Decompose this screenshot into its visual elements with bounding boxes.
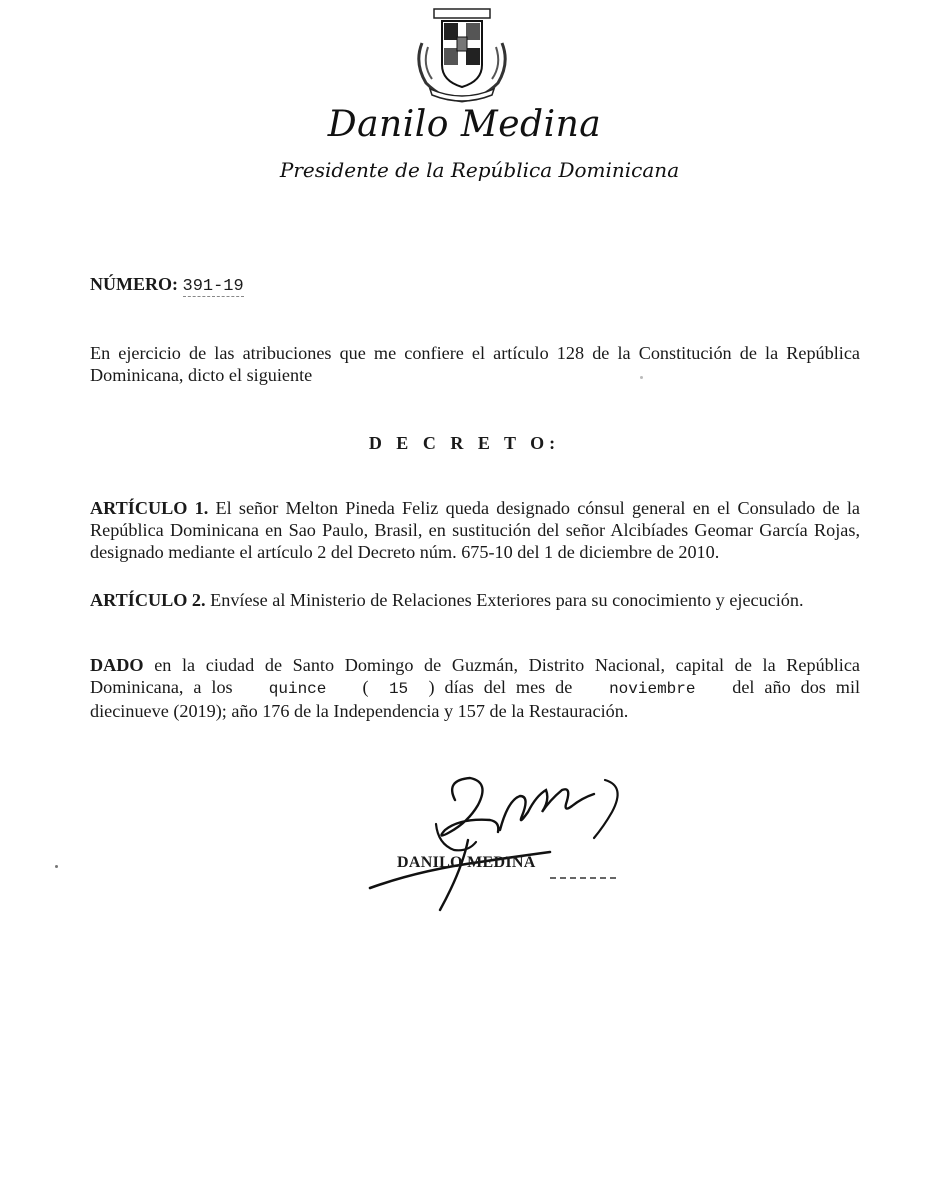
dado-label: DADO	[90, 655, 144, 675]
day-close-paren: )	[428, 677, 435, 697]
decree-heading: D E C R E T O:	[368, 433, 561, 453]
dado-text-3: del año dos mil diecinueve (2019); año 176 de la Independencia y 157 de la Restauración.	[90, 677, 861, 721]
dado-paragraph	[90, 654, 860, 722]
numero-label: NÚMERO:	[90, 274, 178, 294]
handwritten-signature	[350, 760, 650, 920]
signature-printed-name: DANILO MEDINA	[397, 854, 536, 871]
article-1-label: ARTÍCULO 1.	[90, 498, 209, 518]
scan-speck	[640, 376, 643, 379]
day-number: 15	[388, 680, 409, 698]
article-1	[90, 497, 860, 563]
letterhead-title: Presidente de la República Dominicana	[279, 158, 680, 182]
dado-text-2: días del mes de	[444, 677, 573, 697]
letterhead-name: Danilo Medina	[327, 104, 602, 145]
scan-speck	[55, 865, 58, 868]
article-2	[90, 589, 860, 611]
dado-text-1: en la ciudad de Santo Domingo de Guzmán, Distrito Nacional, capital de la República Dominicana, a los	[90, 655, 861, 697]
article-1-text: El señor Melton Pineda Feliz queda designado cónsul general en el Consulado de la República Dominicana en Sao Paulo, Brasil, en sustitución del señor Alcibíades Geomar García Rojas, designado mediante el artículo 2 del Decreto núm. 675-10 del 1 de diciembre de 2010.	[90, 498, 860, 562]
intro-paragraph: En ejercicio de las atribuciones que me confiere el artículo 128 de la Constitución de la República Dominicana, dicto el siguiente	[90, 343, 860, 385]
day-in-words: quince	[268, 680, 327, 698]
decree-number	[90, 274, 244, 296]
article-2-label: ARTÍCULO 2.	[90, 590, 206, 610]
coat-of-arms-seal	[412, 3, 512, 103]
month-name: noviembre	[609, 680, 696, 698]
day-open-paren: (	[362, 677, 369, 697]
article-2-text: Envíese al Ministerio de Relaciones Exteriores para su conocimiento y ejecución.	[210, 590, 804, 610]
numero-value: 391-19	[182, 277, 244, 296]
